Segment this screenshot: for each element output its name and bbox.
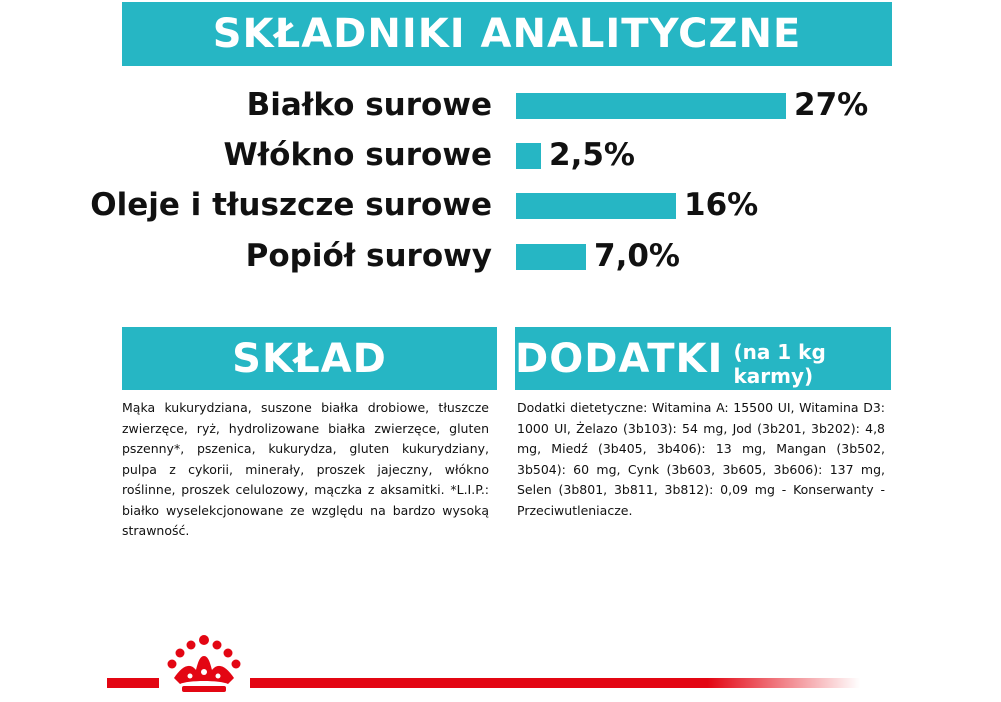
bar-value-label: 16% — [684, 187, 759, 223]
bar-label: Oleje i tłuszcze surowe — [90, 187, 492, 223]
sklad-header — [122, 327, 497, 390]
bar-value-label: 2,5% — [549, 137, 635, 173]
dodatki-header — [515, 327, 891, 390]
bar — [516, 244, 586, 270]
bar — [516, 93, 786, 119]
bar-label: Włókno surowe — [223, 137, 492, 173]
footer-line-right — [250, 678, 860, 688]
dodatki-subtitle: (na 1 kg karmy) — [733, 339, 826, 388]
bar-label: Popiół surowy — [245, 238, 492, 274]
bar-value-label: 27% — [794, 87, 869, 123]
bar — [516, 143, 541, 169]
bar — [516, 193, 676, 219]
sklad-title: SKŁAD — [232, 335, 387, 382]
crown-icon — [160, 632, 248, 696]
bar-value-label: 7,0% — [594, 238, 680, 274]
sklad-text: Mąka kukurydziana, suszone białka drobiowe, tłuszcze zwierzęce, ryż, hydrolizowane białka zwierzęce, gluten pszenny*, pszenica, kukurydza, gluten kukurydziany, pulpa z cykorii, minerały, proszek jajeczny, włókno roślinne, proszek celulozowy, mączka z aksamitki. *L.I.P.: białko wyselekcjonowane ze względu na bardzo wysoką strawność. — [122, 400, 489, 538]
analytics-header — [122, 2, 892, 66]
footer-line-left — [107, 678, 159, 688]
analytics-title: SKŁADNIKI ANALITYCZNE — [212, 11, 802, 57]
dodatki-text: Dodatki dietetyczne: Witamina A: 15500 UI, Witamina D3: 1000 UI, Żelazo (3b103): 54 mg, Jod (3b201, 3b202): 4,8 mg, Miedź (3b405, 3b406): 13 mg, Mangan (3b502, 3b504): 60 mg, Cynk (3b603, 3b605, 3b606): 137 mg, Selen (3b801, 3b811, 3b812): 0,09 mg - Konserwanty - Przeciwutleniacze. — [517, 400, 885, 518]
bar-label: Białko surowe — [246, 87, 492, 123]
dodatki-title: DODATKI — [515, 335, 724, 382]
